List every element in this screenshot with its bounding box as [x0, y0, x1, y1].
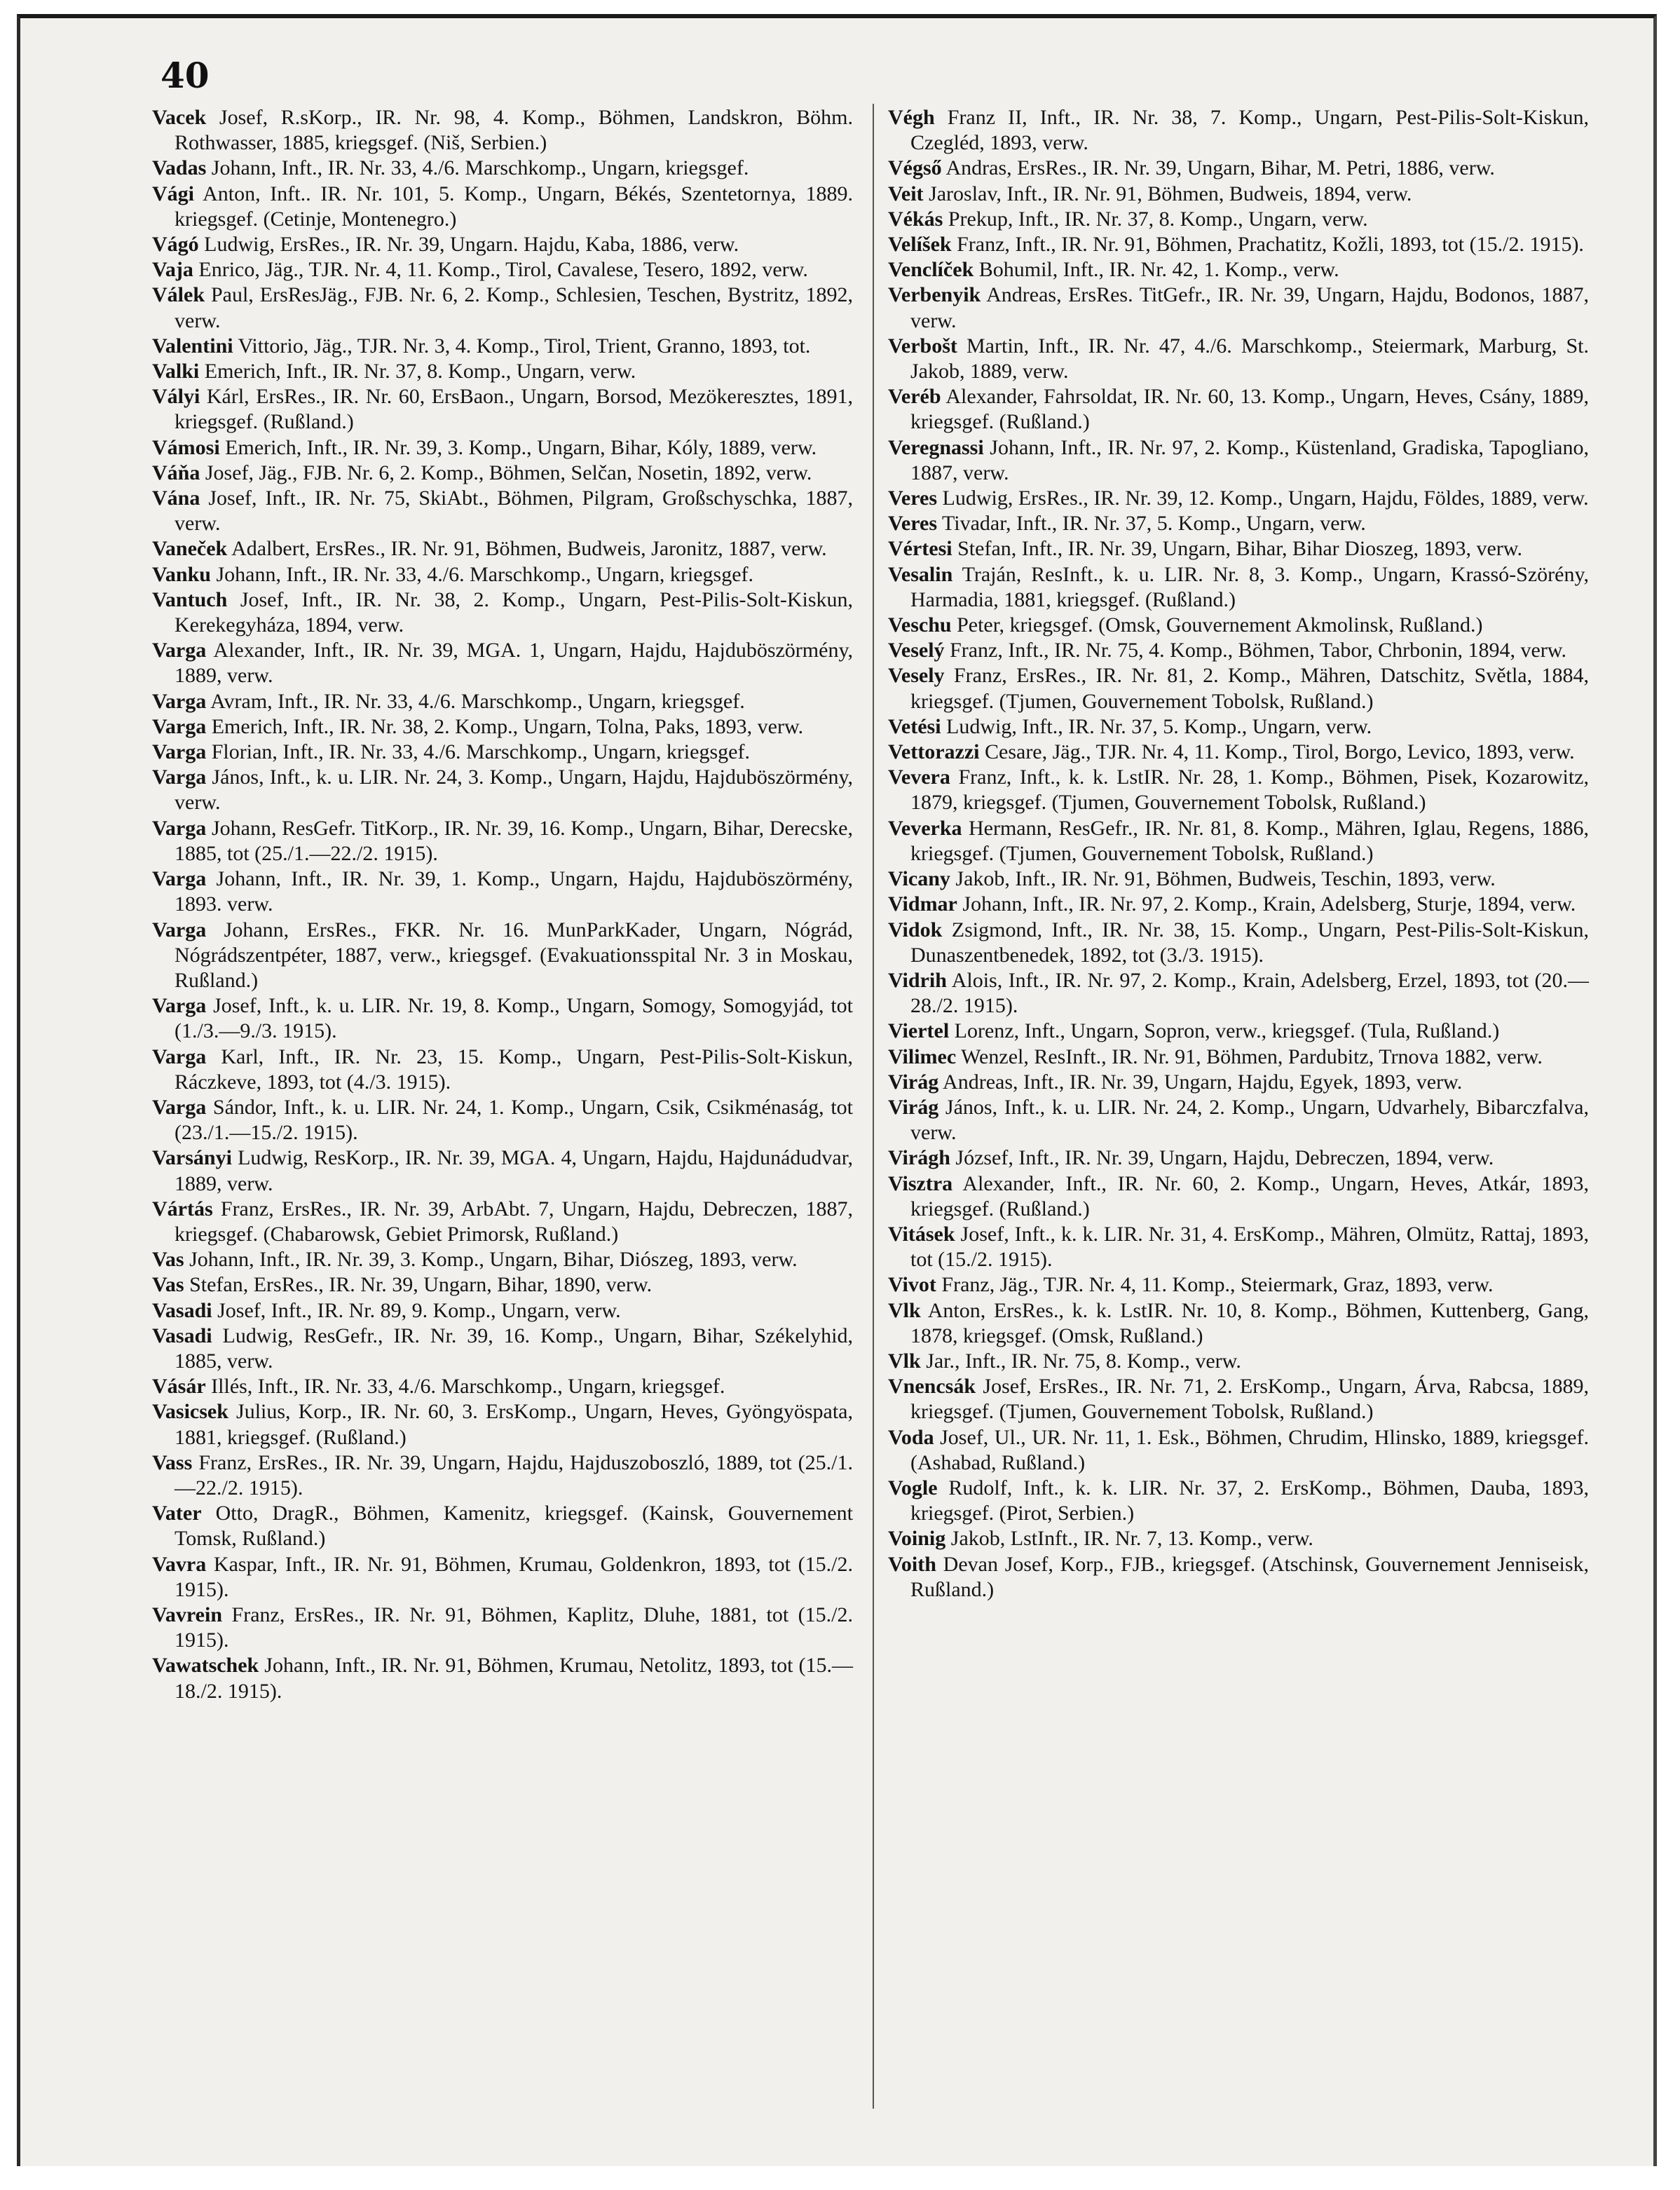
entry-surname: Vámosi [152, 435, 220, 459]
page-number: 40 [161, 55, 210, 96]
register-entry [152, 461, 853, 486]
entry-details: Johann, Inft., IR. Nr. 33, 4./6. Marschkomp., Ungarn, kriegsgef. [210, 562, 754, 586]
register-entry [888, 765, 1589, 815]
entry-details: Julius, Korp., IR. Nr. 60, 3. ErsKomp., Ungarn, Heves, Gyöngyöspata, 1881, kriegsgef. (Rußland.) [175, 1400, 853, 1449]
entry-surname: Veselý [888, 639, 945, 662]
register-entry [888, 1272, 1589, 1298]
entry-surname: Vass [152, 1450, 193, 1474]
register-entry [888, 892, 1589, 917]
entry-surname: Vesalin [888, 562, 953, 586]
entry-details: Enrico, Jäg., TJR. Nr. 4, 11. Komp., Tirol, Cavalese, Tesero, 1892, verw. [193, 258, 808, 282]
entry-details: Hermann, ResGefr., IR. Nr. 81, 8. Komp., Mähren, Iglau, Regens, 1886, kriegsgef. (Tjumen, Gouvernement Tobolsk, Rußland.) [910, 816, 1589, 865]
entry-surname: Virág [888, 1095, 939, 1119]
entry-surname: Varga [152, 994, 207, 1018]
entry-details: Anton, Inft.. IR. Nr. 101, 5. Komp., Ungarn, Békés, Szentetornya, 1889. kriegsgef. (Cetinje, Montenegro.) [175, 182, 853, 231]
entry-surname: Vesely [888, 664, 945, 688]
register-entry [152, 283, 853, 333]
entry-surname: Varga [152, 1095, 207, 1119]
entry-details: Jar., Inft., IR. Nr. 75, 8. Komp., verw. [920, 1349, 1241, 1373]
entry-details: Andreas, Inft., IR. Nr. 39, Ungarn, Hajdu, Egyek, 1893, verw. [938, 1070, 1463, 1094]
entry-surname: Vnencsák [888, 1375, 976, 1399]
register-entry [152, 1272, 853, 1298]
register-entry [888, 232, 1589, 257]
entry-details: Sándor, Inft., k. u. LIR. Nr. 24, 1. Komp., Ungarn, Csik, Csikménaság, tot (23./1.—15./2. 1915). [175, 1095, 853, 1145]
entry-surname: Válek [152, 283, 205, 307]
left-column [152, 105, 853, 1704]
entry-details: Andreas, ErsRes. TitGefr., IR. Nr. 39, Ungarn, Hajdu, Bodonos, 1887, verw. [910, 283, 1589, 332]
entry-details: Johann, Inft., IR. Nr. 97, 2. Komp., Küstenland, Gradiska, Tapogliano, 1887, verw. [910, 435, 1589, 484]
register-entry [152, 714, 853, 740]
entry-details: Martin, Inft., IR. Nr. 47, 4./6. Marschkomp., Steiermark, Marburg, St. Jakob, 1889, verw. [910, 334, 1589, 383]
entry-details: Franz II, Inft., IR. Nr. 38, 7. Komp., Ungarn, Pest-Pilis-Solt-Kiskun, Czegléd, 1893, verw. [910, 106, 1589, 155]
entry-surname: Vavra [152, 1552, 207, 1576]
entry-details: Emerich, Inft., IR. Nr. 39, 3. Komp., Ungarn, Bihar, Kóly, 1889, verw. [219, 435, 817, 459]
register-entry [152, 1653, 853, 1703]
register-entry [888, 1171, 1589, 1222]
entry-details: Wenzel, ResInft., IR. Nr. 91, Böhmen, Pardubitz, Trnova 1882, verw. [956, 1045, 1543, 1068]
entry-details: Josef, Jäg., FJB. Nr. 6, 2. Komp., Böhmen, Selčan, Nosetin, 1892, verw. [200, 461, 812, 484]
entry-surname: Vártás [152, 1197, 213, 1220]
entry-surname: Veschu [888, 613, 952, 637]
register-entry [888, 816, 1589, 866]
register-entry [888, 740, 1589, 765]
entry-details: Stefan, Inft., IR. Nr. 39, Ungarn, Bihar, Bihar Dioszeg, 1893, verw. [952, 537, 1522, 561]
register-entry [888, 1019, 1589, 1044]
entry-details: Alexander, Inft., IR. Nr. 60, 2. Komp., Ungarn, Heves, Atkár, 1893, kriegsgef. (Rußland.) [910, 1171, 1589, 1220]
register-entry [152, 105, 853, 156]
register-entry [152, 536, 853, 562]
entry-details: Franz, ErsRes., IR. Nr. 39, ArbAbt. 7, Ungarn, Hajdu, Debreczen, 1887, kriegsgef. (Chabarowsk, Gebiet Primorsk, Rußland.) [175, 1197, 853, 1246]
entry-surname: Vadas [152, 156, 207, 180]
entry-surname: Vogle [888, 1476, 938, 1499]
entry-details: Josef, Inft., k. u. LIR. Nr. 19, 8. Komp., Ungarn, Somogy, Somogyjád, tot (1./3.—9./3. 1915). [175, 994, 853, 1043]
register-entry [152, 1145, 853, 1196]
register-entry [152, 587, 853, 638]
entry-surname: Vas [152, 1248, 184, 1272]
entry-surname: Vawatschek [152, 1654, 259, 1678]
entry-surname: Váňa [152, 461, 200, 484]
entry-details: Johann, Inft., IR. Nr. 97, 2. Komp., Krain, Adelsberg, Sturje, 1894, verw. [957, 892, 1576, 916]
entry-surname: Vilimec [888, 1045, 957, 1068]
entry-surname: Vivot [888, 1273, 936, 1297]
register-entry [888, 1552, 1589, 1603]
entry-details: Alois, Inft., IR. Nr. 97, 2. Komp., Krain, Adelsberg, Erzel, 1893, tot (20.—28./2. 1915). [910, 968, 1589, 1018]
entry-surname: Végh [888, 106, 935, 129]
entry-surname: Vaneček [152, 537, 228, 561]
register-entry [888, 1298, 1589, 1349]
register-entry [888, 536, 1589, 562]
entry-surname: Vevera [888, 766, 950, 789]
register-entry [888, 1095, 1589, 1145]
entry-surname: Vater [152, 1502, 202, 1525]
register-entry [152, 1552, 853, 1603]
entry-surname: Valki [152, 360, 200, 383]
entry-details: Tivadar, Inft., IR. Nr. 37, 5. Komp., Ungarn, verw. [937, 512, 1366, 536]
entry-details: Franz, ErsRes., IR. Nr. 39, Ungarn, Hajdu, Hajduszoboszló, 1889, tot (25./1.—22./2. 1915). [175, 1450, 853, 1499]
entry-details: Jakob, LstInft., IR. Nr. 7, 13. Komp., verw. [945, 1527, 1313, 1551]
register-entry [888, 663, 1589, 714]
register-entry [888, 562, 1589, 613]
entry-details: Otto, DragR., Böhmen, Kamenitz, kriegsgef. (Kainsk, Gouvernement Tomsk, Rußland.) [175, 1502, 853, 1551]
entry-surname: Vetési [888, 714, 941, 738]
entry-details: Cesare, Jäg., TJR. Nr. 4, 11. Komp., Tirol, Borgo, Levico, 1893, verw. [979, 740, 1575, 764]
register-entry [152, 993, 853, 1044]
register-entry [152, 918, 853, 994]
register-entry [888, 1222, 1589, 1272]
register-entry [152, 1324, 853, 1374]
entry-details: Prekup, Inft., IR. Nr. 37, 8. Komp., Ungarn, verw. [943, 207, 1368, 231]
register-entry [888, 105, 1589, 156]
register-entry [152, 638, 853, 688]
register-entry [888, 1476, 1589, 1526]
register-entry [152, 1095, 853, 1145]
entry-surname: Valentini [152, 334, 233, 358]
entry-surname: Veregnassi [888, 435, 984, 459]
register-entry [152, 816, 853, 866]
entry-details: Avram, Inft., IR. Nr. 33, 4./6. Marschkomp., Ungarn, kriegsgef. [206, 689, 745, 713]
entry-surname: Vasicsek [152, 1400, 228, 1424]
register-entry [152, 384, 853, 435]
register-entry [888, 1045, 1589, 1070]
entry-surname: Viertel [888, 1019, 950, 1043]
entry-surname: Vas [152, 1273, 184, 1297]
entry-surname: Veres [888, 512, 937, 536]
register-entry [152, 1247, 853, 1272]
entry-surname: Vályi [152, 385, 200, 409]
register-entry [152, 562, 853, 587]
entry-surname: Varga [152, 740, 207, 764]
entry-details: Franz, Inft., k. k. LstIR. Nr. 28, 1. Komp., Böhmen, Pisek, Kozarowitz, 1879, kriegsgef. (Tjumen, Gouvernement Tobolsk, Rußland.) [910, 766, 1589, 815]
entry-details: Bohumil, Inft., IR. Nr. 42, 1. Komp., verw. [974, 258, 1339, 282]
register-entry [152, 182, 853, 232]
entry-surname: Vantuch [152, 587, 228, 611]
entry-details: Johann, ResGefr. TitKorp., IR. Nr. 39, 16. Komp., Ungarn, Bihar, Derecske, 1885, tot (25./1.—22./2. 1915). [175, 816, 853, 865]
entry-surname: Vidok [888, 918, 943, 941]
entry-details: Johann, Inft., IR. Nr. 39, 1. Komp., Ungarn, Hajdu, Hajduböszörmény, 1893. verw. [175, 867, 853, 916]
entry-surname: Verbenyik [888, 283, 981, 307]
register-entry [888, 334, 1589, 384]
entry-details: Traján, ResInft., k. u. LIR. Nr. 8, 3. Komp., Ungarn, Krassó-Szörény, Harmadia, 1881, kriegsgef. (Rußland.) [910, 562, 1589, 611]
register-entry [888, 435, 1589, 486]
register-entry [888, 1526, 1589, 1551]
register-entry [888, 384, 1589, 435]
entry-details: Ludwig, ResGefr., IR. Nr. 39, 16. Komp., Ungarn, Bihar, Székelyhid, 1885, verw. [175, 1324, 853, 1373]
entry-details: Kárl, ErsRes., IR. Nr. 60, ErsBaon., Ungarn, Borsod, Mezökeresztes, 1891, kriegsgef. (Rußland.) [175, 385, 853, 434]
entry-surname: Virág [888, 1070, 939, 1094]
register-entry [152, 156, 853, 181]
entry-details: Josef, Inft., IR. Nr. 75, SkiAbt., Böhmen, Pilgram, Großschyschka, 1887, verw. [175, 487, 853, 536]
entry-details: Franz, ErsRes., IR. Nr. 81, 2. Komp., Mähren, Datschitz, Světla, 1884, kriegsgef. (Tjumen, Gouvernement Tobolsk, Rußland.) [910, 664, 1589, 713]
entry-surname: Vacek [152, 106, 207, 129]
entry-details: Illés, Inft., IR. Nr. 33, 4./6. Marschkomp., Ungarn, kriegsgef. [205, 1375, 725, 1399]
entry-surname: Varga [152, 918, 207, 941]
register-entry [888, 714, 1589, 740]
entry-surname: Vána [152, 487, 200, 510]
entry-details: Stefan, ErsRes., IR. Nr. 39, Ungarn, Bihar, 1890, verw. [184, 1273, 653, 1297]
entry-surname: Velíšek [888, 233, 952, 257]
register-entry [152, 257, 853, 283]
register-entry [888, 613, 1589, 638]
entry-surname: Vágó [152, 233, 199, 257]
register-entry [888, 918, 1589, 968]
register-entry [152, 1045, 853, 1095]
entry-surname: Vitásek [888, 1222, 955, 1246]
entry-surname: Vidmar [888, 892, 957, 916]
entry-details: Franz, ErsRes., IR. Nr. 91, Böhmen, Kaplitz, Dluhe, 1881, tot (15./2. 1915). [175, 1603, 853, 1652]
entry-surname: Varga [152, 766, 207, 789]
entry-details: Florian, Inft., IR. Nr. 33, 4./6. Marschkomp., Ungarn, kriegsgef. [206, 740, 750, 764]
entry-details: Josef, Ul., UR. Nr. 11, 1. Esk., Böhmen, Chrudim, Hlinsko, 1889, kriegsgef. (Ashabad, Rußland.) [910, 1425, 1589, 1474]
register-entry [888, 182, 1589, 207]
register-entry [888, 1425, 1589, 1476]
entry-surname: Venclíček [888, 258, 974, 282]
page [17, 14, 1657, 2166]
entry-surname: Voinig [888, 1527, 946, 1551]
entry-details: Johann, Inft., IR. Nr. 39, 3. Komp., Ungarn, Bihar, Diószeg, 1893, verw. [184, 1248, 798, 1272]
entry-surname: Végső [888, 156, 942, 180]
entry-details: Ludwig, ErsRes., IR. Nr. 39, 12. Komp., Ungarn, Hajdu, Földes, 1889, verw. [937, 487, 1589, 510]
entry-surname: Vidrih [888, 968, 947, 992]
entry-details: Jakob, Inft., IR. Nr. 91, Böhmen, Budweis, Teschin, 1893, verw. [950, 867, 1496, 891]
register-entry [152, 1197, 853, 1247]
entry-surname: Varga [152, 689, 207, 713]
entry-surname: Virágh [888, 1146, 950, 1170]
entry-details: Vittorio, Jäg., TJR. Nr. 3, 4. Komp., Tirol, Trient, Granno, 1893, tot. [233, 334, 811, 358]
entry-surname: Vlk [888, 1349, 921, 1373]
register-entry [152, 334, 853, 359]
register-entry [888, 283, 1589, 333]
register-entry [888, 486, 1589, 511]
entry-details: Johann, ErsRes., FKR. Nr. 16. MunParkKader, Ungarn, Nógrád, Nógrádszentpéter, 1887, verw., kriegsgef. (Evakuationsspital Nr. 3 in Moskau, Rußland.) [175, 918, 853, 992]
register-entry [888, 156, 1589, 181]
register-entry [888, 1070, 1589, 1095]
entry-details: Ludwig, ResKorp., IR. Nr. 39, MGA. 4, Ungarn, Hajdu, Hajdunádudvar, 1889, verw. [175, 1146, 853, 1195]
register-entry [152, 1399, 853, 1450]
register-entry [152, 1298, 853, 1324]
entry-surname: Vicany [888, 867, 950, 891]
entry-surname: Varga [152, 714, 207, 738]
entry-surname: Varga [152, 867, 207, 891]
entry-surname: Vlk [888, 1298, 921, 1322]
entry-surname: Vasadi [152, 1298, 212, 1322]
register-entry [152, 866, 853, 917]
register-entry [152, 359, 853, 384]
register-entry [152, 486, 853, 536]
register-entry [152, 765, 853, 815]
entry-surname: Vértesi [888, 537, 952, 561]
register-entry [888, 1145, 1589, 1171]
register-entry [888, 1374, 1589, 1424]
entry-details: Josef, ErsRes., IR. Nr. 71, 2. ErsKomp., Ungarn, Árva, Rabcsa, 1889, kriegsgef. (Tjumen, Gouvernement Tobolsk, Rußland.) [910, 1375, 1589, 1424]
register-entry [152, 1450, 853, 1501]
entry-surname: Vaja [152, 258, 193, 282]
register-entry [888, 511, 1589, 536]
entry-details: Devan Josef, Korp., FJB., kriegsgef. (Atschinsk, Gouvernement Jenniseisk, Rußland.) [910, 1552, 1589, 1601]
entry-details: Josef, Inft., IR. Nr. 38, 2. Komp., Ungarn, Pest-Pilis-Solt-Kiskun, Kerekegyháza, 1894, verw. [175, 587, 853, 637]
entry-surname: Vági [152, 182, 194, 205]
entry-surname: Varga [152, 1045, 207, 1068]
register-entry [888, 207, 1589, 232]
right-column [888, 105, 1589, 1603]
entry-details: Franz, Inft., IR. Nr. 75, 4. Komp., Böhmen, Tabor, Chrbonin, 1894, verw. [944, 639, 1566, 662]
entry-surname: Veit [888, 182, 924, 205]
register-entry [888, 866, 1589, 892]
entry-details: János, Inft., k. u. LIR. Nr. 24, 2. Komp., Ungarn, Udvarhely, Bibarczfalva, verw. [910, 1095, 1589, 1145]
entry-details: Lorenz, Inft., Ungarn, Sopron, verw., kriegsgef. (Tula, Rußland.) [949, 1019, 1500, 1043]
entry-surname: Veres [888, 487, 937, 510]
entry-surname: Vettorazzi [888, 740, 980, 764]
register-entry [152, 740, 853, 765]
register-entry [888, 968, 1589, 1019]
entry-details: Jaroslav, Inft., IR. Nr. 91, Böhmen, Budweis, 1894, verw. [923, 182, 1412, 205]
entry-surname: Varga [152, 639, 207, 662]
entry-surname: Vásár [152, 1375, 206, 1399]
entry-details: Josef, R.sKorp., IR. Nr. 98, 4. Komp., Böhmen, Landskron, Böhm. Rothwasser, 1885, kriegsgef. (Niš, Serbien.) [175, 106, 853, 155]
entry-details: Zsigmond, Inft., IR. Nr. 38, 15. Komp., Ungarn, Pest-Pilis-Solt-Kiskun, Dunaszentbenedek, 1892, tot (3./3. 1915). [910, 918, 1589, 967]
entry-surname: Vasadi [152, 1324, 212, 1347]
register-entry [888, 638, 1589, 663]
entry-surname: Voda [888, 1425, 934, 1449]
entry-surname: Vanku [152, 562, 211, 586]
entry-details: Emerich, Inft., IR. Nr. 38, 2. Komp., Ungarn, Tolna, Paks, 1893, verw. [206, 714, 804, 738]
register-entry [152, 1501, 853, 1551]
entry-surname: Vékás [888, 207, 943, 231]
entry-details: János, Inft., k. u. LIR. Nr. 24, 3. Komp., Ungarn, Hajdu, Hajduböszörmény, verw. [175, 766, 853, 815]
register-entry [152, 1603, 853, 1653]
entry-details: Emerich, Inft., IR. Nr. 37, 8. Komp., Ungarn, verw. [199, 360, 636, 383]
entry-surname: Voith [888, 1552, 936, 1576]
register-entry [152, 1374, 853, 1399]
column-divider [873, 104, 874, 2109]
entry-details: Alexander, Inft., IR. Nr. 39, MGA. 1, Ungarn, Hajdu, Hajduböszörmény, 1889, verw. [175, 639, 853, 688]
entry-details: Andras, ErsRes., IR. Nr. 39, Ungarn, Bihar, M. Petri, 1886, verw. [941, 156, 1495, 180]
entry-details: Adalbert, ErsRes., IR. Nr. 91, Böhmen, Budweis, Jaronitz, 1887, verw. [227, 537, 827, 561]
entry-details: Peter, kriegsgef. (Omsk, Gouvernement Akmolinsk, Rußland.) [951, 613, 1483, 637]
register-entry [152, 435, 853, 461]
entry-surname: Veréb [888, 385, 941, 409]
entry-surname: Vavrein [152, 1603, 223, 1626]
register-entry [888, 257, 1589, 283]
register-entry [888, 1349, 1589, 1374]
entry-surname: Visztra [888, 1171, 953, 1195]
entry-details: Alexander, Fahrsoldat, IR. Nr. 60, 13. Komp., Ungarn, Heves, Csány, 1889, kriegsgef. (Rußland.) [910, 385, 1589, 434]
entry-details: Josef, Inft., k. k. LIR. Nr. 31, 4. ErsKomp., Mähren, Olmütz, Rattaj, 1893, tot (15./2. 1915). [910, 1222, 1589, 1272]
entry-details: Josef, Inft., IR. Nr. 89, 9. Komp., Ungarn, verw. [212, 1298, 621, 1322]
entry-details: József, Inft., IR. Nr. 39, Ungarn, Hajdu, Debreczen, 1894, verw. [950, 1146, 1494, 1170]
entry-surname: Varsányi [152, 1146, 232, 1170]
entry-details: Kaspar, Inft., IR. Nr. 91, Böhmen, Krumau, Goldenkron, 1893, tot (15./2. 1915). [175, 1552, 853, 1601]
entry-surname: Varga [152, 816, 207, 840]
entry-surname: Verbošt [888, 334, 957, 358]
entry-details: Ludwig, Inft., IR. Nr. 37, 5. Komp., Ungarn, verw. [941, 714, 1372, 738]
entry-details: Anton, ErsRes., k. k. LstIR. Nr. 10, 8. Komp., Böhmen, Kuttenberg, Gang, 1878, kriegsgef. (Omsk, Rußland.) [910, 1298, 1589, 1347]
register-entry [152, 232, 853, 257]
entry-details: Rudolf, Inft., k. k. LIR. Nr. 37, 2. ErsKomp., Böhmen, Dauba, 1893, kriegsgef. (Pirot, Serbien.) [910, 1476, 1589, 1525]
entry-details: Karl, Inft., IR. Nr. 23, 15. Komp., Ungarn, Pest-Pilis-Solt-Kiskun, Ráczkeve, 1893, tot (4./3. 1915). [175, 1045, 853, 1094]
entry-details: Ludwig, ErsRes., IR. Nr. 39, Ungarn. Hajdu, Kaba, 1886, verw. [198, 233, 739, 257]
entry-details: Johann, Inft., IR. Nr. 91, Böhmen, Krumau, Netolitz, 1893, tot (15.—18./2. 1915). [175, 1654, 853, 1703]
entry-details: Johann, Inft., IR. Nr. 33, 4./6. Marschkomp., Ungarn, kriegsgef. [206, 156, 749, 180]
entry-details: Franz, Jäg., TJR. Nr. 4, 11. Komp., Steiermark, Graz, 1893, verw. [936, 1273, 1494, 1297]
entry-details: Franz, Inft., IR. Nr. 91, Böhmen, Prachatitz, Kožli, 1893, tot (15./2. 1915). [951, 233, 1584, 257]
register-entry [152, 689, 853, 714]
entry-surname: Veverka [888, 816, 962, 840]
entry-details: Paul, ErsResJäg., FJB. Nr. 6, 2. Komp., Schlesien, Teschen, Bystritz, 1892, verw. [175, 283, 853, 332]
